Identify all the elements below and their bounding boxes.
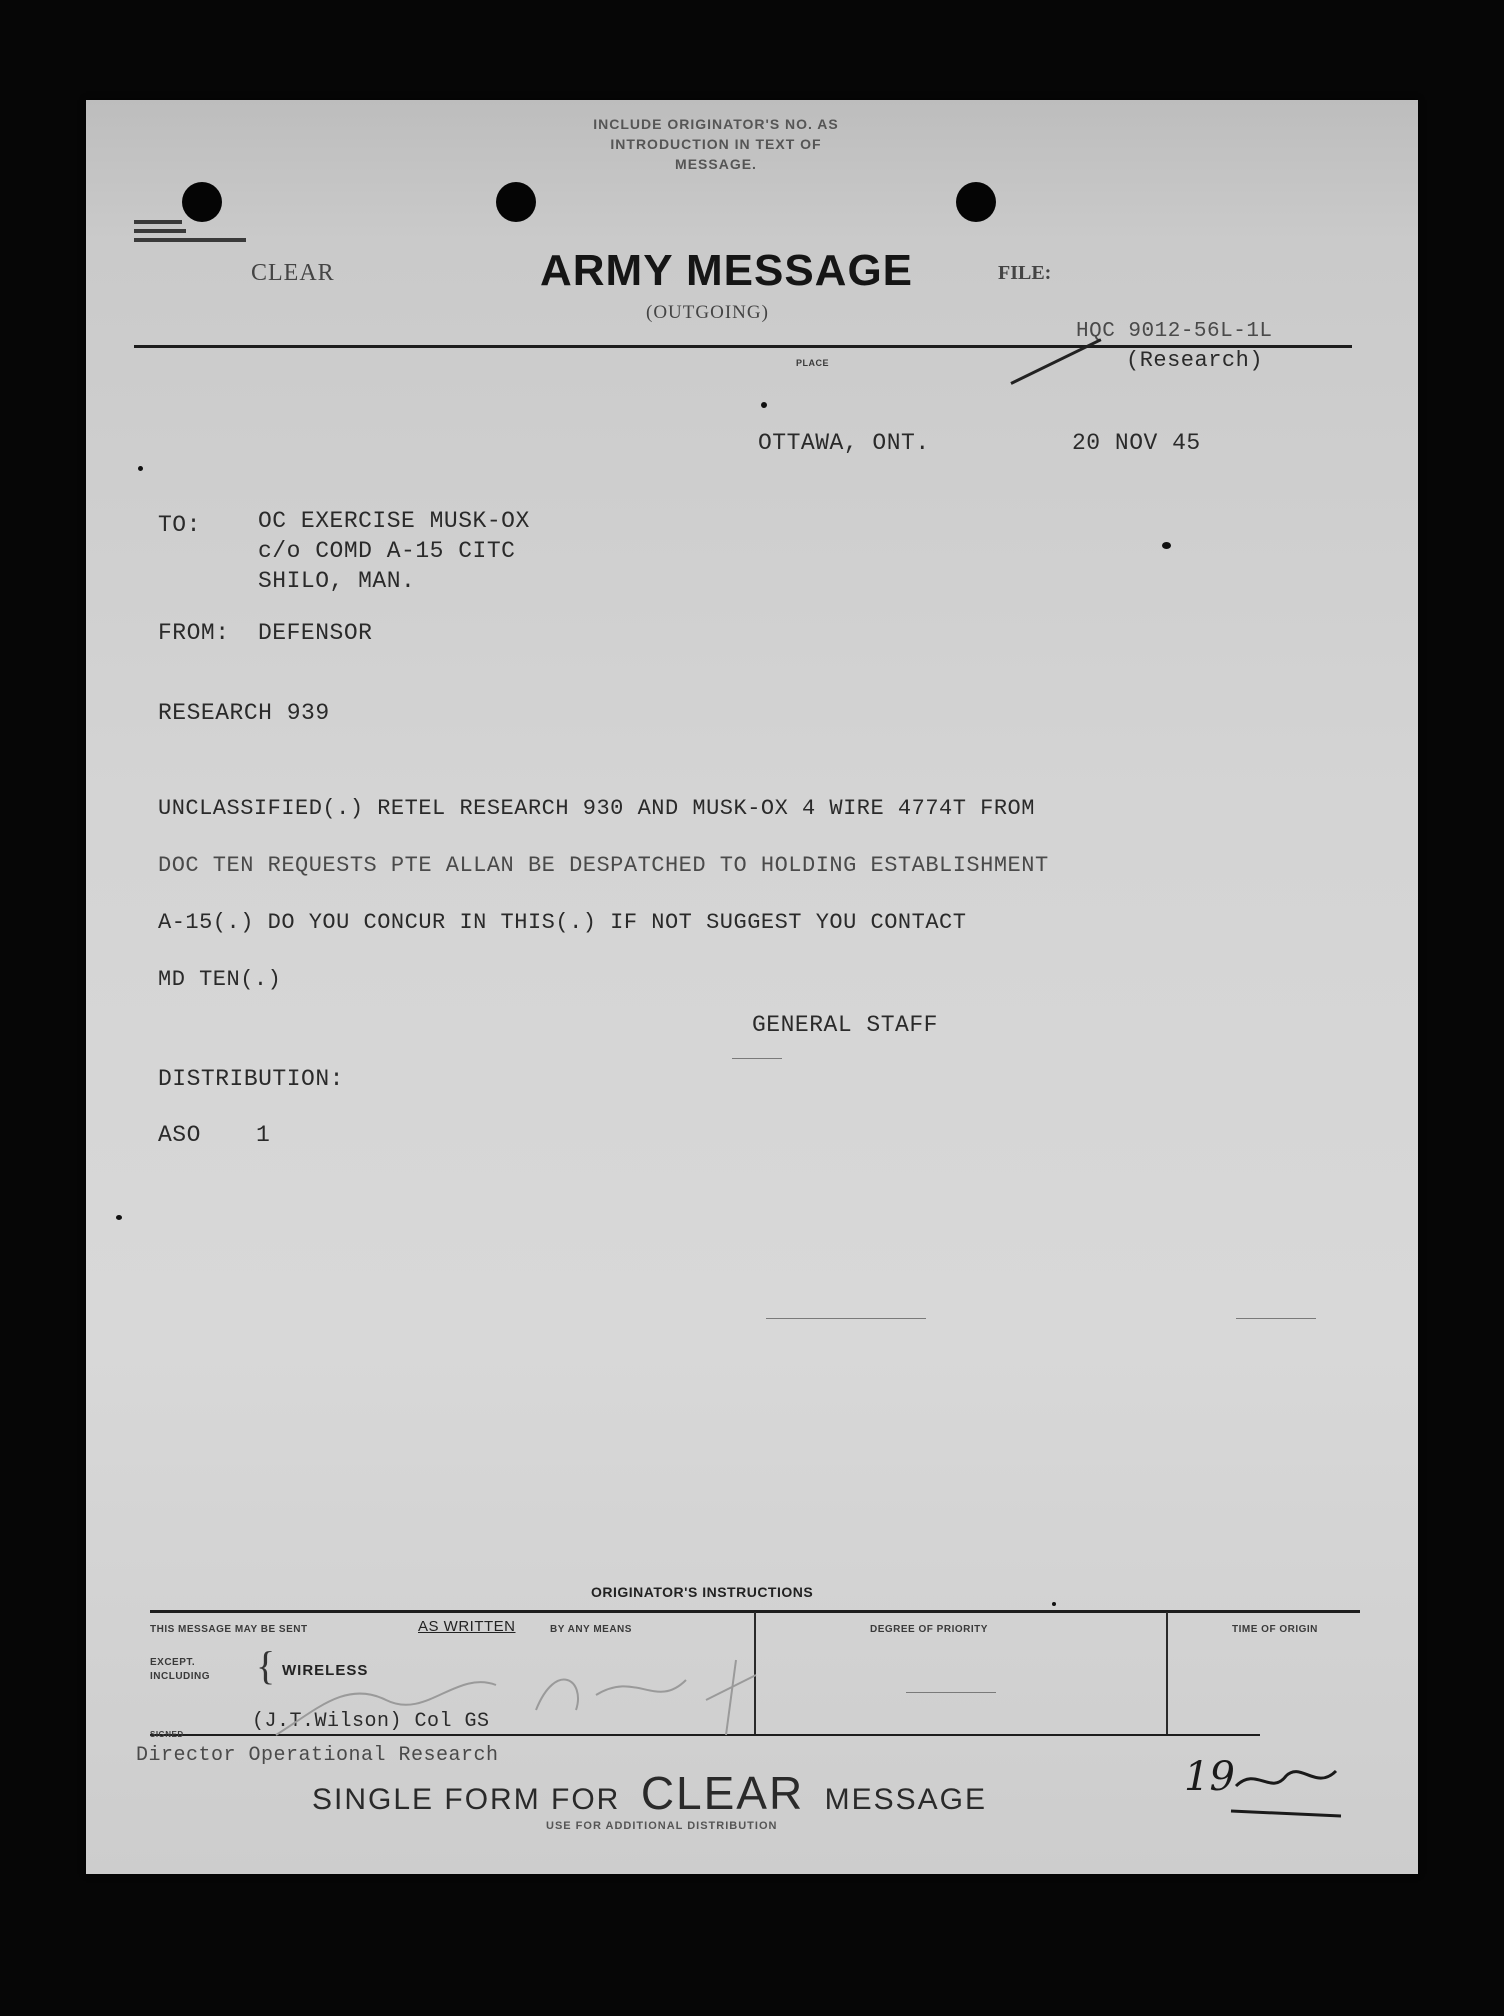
footer-clear: CLEAR [640, 1767, 805, 1819]
sent-suffix: BY ANY MEANS [550, 1624, 632, 1635]
originator-note-line: INCLUDE ORIGINATOR'S NO. AS [593, 116, 839, 132]
body-line: A-15(.) DO YOU CONCUR IN THIS(.) IF NOT SUGGEST YOU CONTACT [158, 910, 967, 935]
ink-dot [138, 466, 143, 471]
except-label [150, 1656, 210, 1684]
to-line: c/o COMD A-15 CITC [258, 538, 516, 564]
ink-dot [1052, 1602, 1056, 1606]
handwritten-signature [256, 1640, 816, 1750]
punch-hole [496, 182, 536, 222]
header-rule [134, 345, 1352, 348]
handwritten-mark [1226, 1756, 1346, 1826]
form-code-line [134, 238, 246, 242]
footer-pre: SINGLE FORM FOR [312, 1783, 621, 1816]
footer-post: MESSAGE [824, 1783, 988, 1816]
place-value: OTTAWA, ONT. [758, 430, 930, 456]
to-address [258, 506, 530, 596]
form-title: ARMY MESSAGE [540, 246, 914, 295]
file-number: HQC 9012-56L-1L [1076, 320, 1273, 343]
except-label-line: INCLUDING [150, 1671, 211, 1682]
punch-hole [956, 182, 996, 222]
instructions-heading: ORIGINATOR'S INSTRUCTIONS [591, 1584, 814, 1600]
except-value: WIRELESS [282, 1662, 369, 1679]
body-line: DOC TEN REQUESTS PTE ALLAN BE DESPATCHED TO HOLDING ESTABLISHMENT [158, 853, 1049, 878]
ink-dot [1162, 542, 1171, 549]
message-body [158, 780, 1049, 1008]
except-label-line: EXCEPT. [150, 1657, 196, 1668]
distribution-entry: ASO [158, 1122, 201, 1148]
message-form [86, 100, 1418, 1874]
signed-title: Director Operational Research [136, 1744, 499, 1767]
ink-dot [761, 402, 767, 408]
clear-label: CLEAR [251, 260, 335, 286]
time-label: TIME OF ORIGIN [1232, 1624, 1318, 1635]
footer-title [312, 1766, 987, 1820]
sent-prefix: THIS MESSAGE MAY BE SENT [150, 1624, 308, 1635]
form-code-block [134, 220, 244, 242]
blank-rule [766, 1318, 926, 1319]
place-label: PLACE [796, 358, 830, 368]
body-line: MD TEN(.) [158, 967, 282, 992]
form-subtitle: (OUTGOING) [646, 302, 769, 323]
distribution-label: DISTRIBUTION: [158, 1066, 344, 1092]
column-divider [1166, 1612, 1168, 1736]
file-note: (Research) [1126, 348, 1264, 373]
signature: GENERAL STAFF [752, 1012, 938, 1038]
distribution-count: 1 [256, 1122, 271, 1148]
signed-value: (J.T.Wilson) Col GS [252, 1710, 490, 1733]
blank-rule [1236, 1318, 1316, 1319]
from-label: FROM: [158, 620, 230, 646]
originator-note-line: MESSAGE. [675, 156, 757, 172]
priority-label: DEGREE OF PRIORITY [870, 1624, 988, 1635]
footer-subtitle: USE FOR ADDITIONAL DISTRIBUTION [546, 1820, 778, 1832]
to-label: TO: [158, 512, 201, 538]
priority-rule [906, 1692, 996, 1693]
originator-note-line: INTRODUCTION IN TEXT OF [610, 136, 822, 152]
from-value: DEFENSOR [258, 620, 373, 646]
signature-line [732, 1058, 782, 1059]
file-label: FILE: [998, 262, 1052, 284]
to-line: SHILO, MAN. [258, 568, 416, 594]
to-line: OC EXERCISE MUSK-OX [258, 508, 530, 534]
date-value: 20 NOV 45 [1072, 430, 1201, 456]
handwritten-number: 19 [1184, 1754, 1235, 1800]
ink-dot [116, 1215, 122, 1220]
except-brace: { [256, 1643, 276, 1688]
signed-label: SIGNED [150, 1730, 184, 1739]
punch-hole [182, 182, 222, 222]
message-reference: RESEARCH 939 [158, 700, 330, 726]
form-code-line [134, 220, 182, 224]
sent-value: AS WRITTEN [418, 1618, 516, 1635]
body-line: UNCLASSIFIED(.) RETEL RESEARCH 930 AND MUSK-OX 4 WIRE 4774T FROM [158, 796, 1035, 821]
originator-note [526, 114, 906, 174]
form-code-line [134, 229, 186, 233]
